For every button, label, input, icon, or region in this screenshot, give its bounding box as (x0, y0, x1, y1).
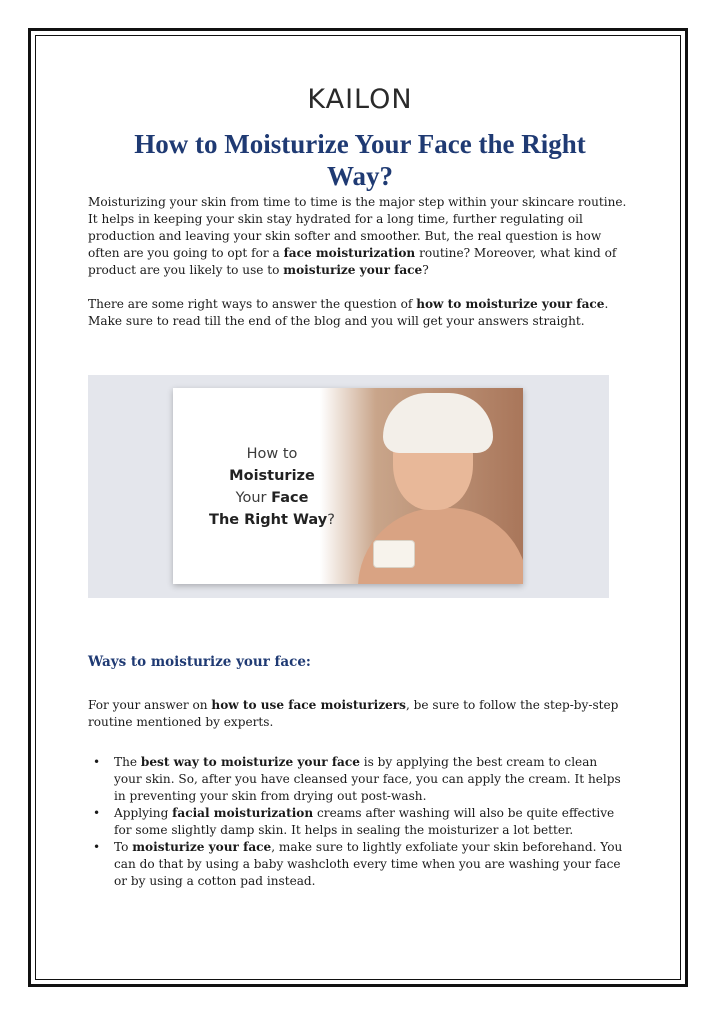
page-title: How to Moisturize Your Face the Right Way? (134, 129, 586, 191)
bullet-bold: facial moisturization (172, 806, 314, 820)
kailon-logo: KAILON (307, 84, 413, 115)
hero-line-3a: Your (235, 490, 272, 506)
second-text-1: There are some right ways to answer the question of (88, 297, 417, 311)
cream-jar (373, 540, 415, 568)
section-intro-text-1: For your answer on (88, 698, 212, 712)
bullet-text: To (114, 840, 133, 854)
bullet-icon: • (93, 840, 101, 854)
hero-image (88, 375, 609, 598)
intro-text-1: Moisturizing your skin from time to time is the major step within your skincare routine. It helps in keeping your skin stay hydrated for a long time, further regulating oil production and leaving your skin softer and smoother. But, the real question is how often are you going to opt for a (88, 195, 627, 260)
hero-caption (197, 443, 347, 531)
hero-line-4 (197, 509, 347, 531)
second-bold-1: how to moisturize your face (416, 297, 605, 311)
section-heading: Ways to moisturize your face: (88, 654, 311, 670)
tips-list (88, 754, 628, 890)
bullet-bold: moisturize your face (132, 840, 272, 854)
list-item (88, 839, 628, 890)
intro-bold-1: face moisturization (283, 246, 416, 260)
bullet-icon: • (93, 806, 101, 820)
intro-paragraph (88, 194, 628, 279)
second-paragraph (88, 296, 628, 330)
hero-banner (173, 388, 523, 584)
intro-bold-2: moisturize your face (283, 263, 423, 277)
hero-line-2: Moisturize (229, 468, 315, 484)
hair-towel (383, 393, 493, 453)
bullet-bold: best way to moisturize your face (140, 755, 360, 769)
hero-line-3b: Face (271, 490, 309, 506)
intro-text-3: ? (422, 263, 429, 277)
section-intro-bold: how to use face moisturizers (211, 698, 406, 712)
list-item (88, 754, 628, 805)
bullet-text: The (114, 755, 141, 769)
hero-line-1: How to (246, 446, 298, 462)
bullet-text: is by applying the best cream to clean your skin. So, after you have cleansed your face, you can apply the cream. It helps in preventing your skin from drying out post-wash. (114, 755, 621, 803)
list-item (88, 805, 628, 839)
hero-line-4a: The Right Way (209, 512, 328, 528)
bullet-text: creams after washing will also be quite effective for some slightly damp skin. It helps in sealing the moisturizer a lot better. (114, 806, 615, 837)
second-text-2: . Make sure to read till the end of the blog and you will get your answers straight. (88, 297, 609, 328)
section-intro-text-2: , be sure to follow the step-by-step routine mentioned by experts. (88, 698, 619, 729)
bullet-text: Applying (114, 806, 173, 820)
intro-text-2: routine? Moreover, what kind of product are you likely to use to (88, 246, 617, 277)
bullet-icon: • (93, 755, 101, 769)
article-body (88, 194, 628, 330)
bullet-text: , make sure to lightly exfoliate your skin beforehand. You can do that by using a baby washcloth every time when you are washing your face or by using a cotton pad instead. (114, 840, 623, 888)
hero-line-3 (197, 487, 347, 509)
section-intro (88, 697, 628, 731)
hero-line-4b: ? (327, 512, 335, 528)
